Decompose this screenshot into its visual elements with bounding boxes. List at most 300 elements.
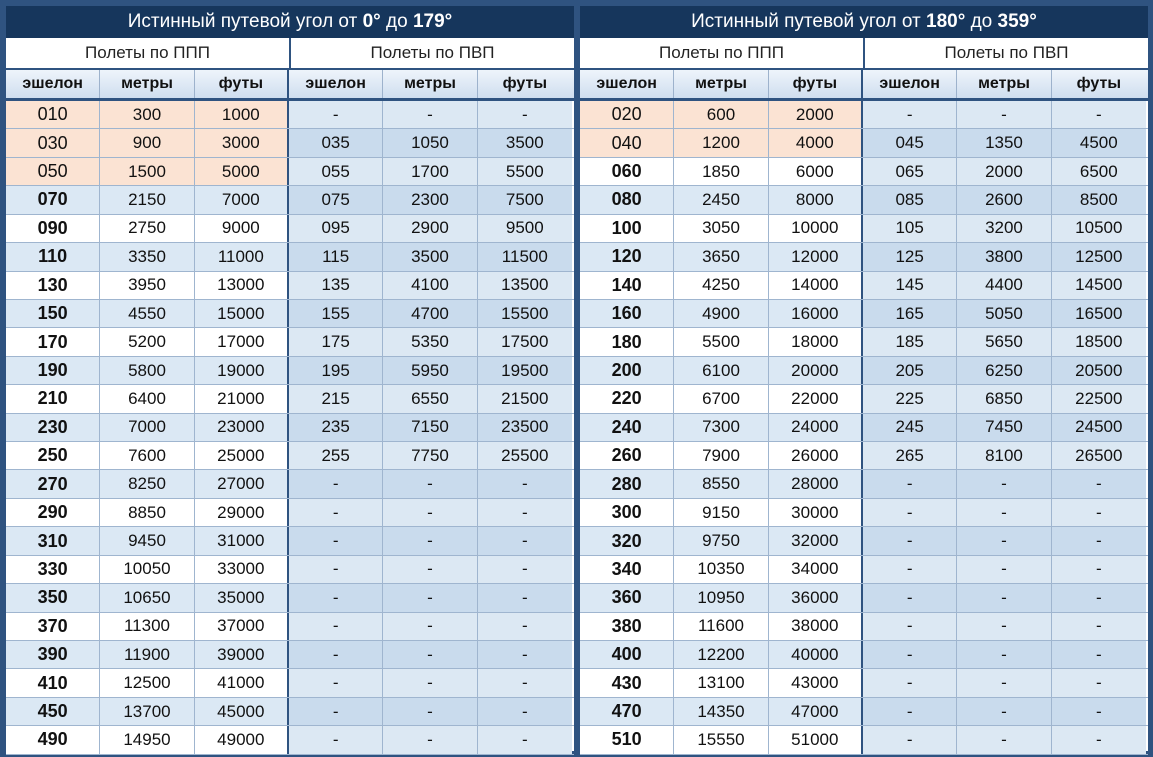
vfr-flight-level-cell: 065: [863, 158, 957, 185]
col-header: футы: [195, 70, 289, 98]
feet-cell: 32000: [769, 527, 863, 554]
vfr-feet-cell: 9500: [478, 215, 572, 242]
feet-cell: 2000: [769, 101, 863, 128]
title-from: 0°: [362, 11, 381, 32]
table-row: [580, 613, 1148, 641]
vfr-flight-level-cell: 195: [289, 357, 383, 384]
feet-cell: 7000: [195, 186, 289, 213]
vfr-meters-cell: 5950: [383, 357, 477, 384]
vfr-flight-level-cell: -: [289, 556, 383, 583]
flight-level-cell: 090: [6, 215, 100, 242]
vfr-meters-cell: 5050: [957, 300, 1051, 327]
table-row: [6, 584, 574, 612]
feet-cell: 8000: [769, 186, 863, 213]
vfr-flight-level-cell: 235: [289, 414, 383, 441]
feet-cell: 39000: [195, 641, 289, 668]
meters-cell: 600: [674, 101, 768, 128]
vfr-feet-cell: 7500: [478, 186, 572, 213]
feet-cell: 36000: [769, 584, 863, 611]
vfr-meters-cell: -: [383, 499, 477, 526]
feet-cell: 1000: [195, 101, 289, 128]
flight-level-cell: 100: [580, 215, 674, 242]
vfr-meters-cell: -: [957, 726, 1051, 753]
vfr-feet-cell: -: [478, 613, 572, 640]
vfr-flight-level-cell: 225: [863, 385, 957, 412]
vfr-flight-level-cell: 215: [289, 385, 383, 412]
vfr-feet-cell: -: [478, 470, 572, 497]
feet-cell: 31000: [195, 527, 289, 554]
meters-cell: 4900: [674, 300, 768, 327]
feet-cell: 13000: [195, 272, 289, 299]
vfr-meters-cell: 5650: [957, 328, 1051, 355]
table-row: [6, 215, 574, 243]
vfr-feet-cell: 25500: [478, 442, 572, 469]
vfr-meters-cell: 7450: [957, 414, 1051, 441]
meters-cell: 1850: [674, 158, 768, 185]
table-row: [6, 613, 574, 641]
flight-level-cell: 120: [580, 243, 674, 270]
vfr-feet-cell: -: [1052, 641, 1146, 668]
title-from: 180°: [926, 11, 966, 32]
vfr-feet-cell: -: [1052, 499, 1146, 526]
title-to: 179°: [412, 11, 453, 32]
vfr-flight-level-cell: 135: [289, 272, 383, 299]
vfr-flight-level-cell: -: [863, 556, 957, 583]
column-header-row: [6, 70, 574, 101]
vfr-feet-cell: 12500: [1052, 243, 1146, 270]
vfr-flight-level-cell: 055: [289, 158, 383, 185]
vfr-feet-cell: 3500: [478, 129, 572, 156]
flight-level-cell: 260: [580, 442, 674, 469]
column-header-row: [580, 70, 1148, 101]
table-row: [6, 470, 574, 498]
title-prefix: Истинный путевой угол от: [127, 11, 363, 32]
vfr-meters-cell: -: [957, 584, 1051, 611]
vfr-meters-cell: -: [383, 669, 477, 696]
vfr-feet-cell: 22500: [1052, 385, 1146, 412]
vfr-meters-cell: 1350: [957, 129, 1051, 156]
table-row: [6, 186, 574, 214]
meters-cell: 5200: [100, 328, 194, 355]
table-body: [6, 101, 574, 755]
table-row: [6, 243, 574, 271]
flight-level-cell: 390: [6, 641, 100, 668]
meters-cell: 10350: [674, 556, 768, 583]
table-row: [6, 328, 574, 356]
vfr-flight-level-cell: -: [289, 669, 383, 696]
vfr-flight-level-cell: 125: [863, 243, 957, 270]
table-row: [580, 328, 1148, 356]
vfr-meters-cell: -: [383, 584, 477, 611]
table-row: [6, 726, 574, 754]
flight-level-cell: 070: [6, 186, 100, 213]
vfr-feet-cell: -: [478, 556, 572, 583]
meters-cell: 10650: [100, 584, 194, 611]
vfr-feet-cell: 16500: [1052, 300, 1146, 327]
flight-level-cell: 240: [580, 414, 674, 441]
meters-cell: 13700: [100, 698, 194, 725]
vfr-meters-cell: -: [957, 556, 1051, 583]
meters-cell: 9150: [674, 499, 768, 526]
vfr-flight-level-cell: 175: [289, 328, 383, 355]
col-header: эшелон: [863, 70, 957, 98]
meters-cell: 6100: [674, 357, 768, 384]
meters-cell: 11300: [100, 613, 194, 640]
vfr-feet-cell: 18500: [1052, 328, 1146, 355]
feet-cell: 9000: [195, 215, 289, 242]
meters-cell: 900: [100, 129, 194, 156]
vfr-flight-level-cell: 085: [863, 186, 957, 213]
vfr-feet-cell: -: [478, 726, 572, 753]
table-row: [6, 698, 574, 726]
vfr-flight-level-cell: -: [863, 613, 957, 640]
vfr-feet-cell: -: [1052, 101, 1146, 128]
table-row: [6, 669, 574, 697]
flight-level-cell: 180: [580, 328, 674, 355]
feet-cell: 45000: [195, 698, 289, 725]
vfr-feet-cell: 13500: [478, 272, 572, 299]
vfr-feet-cell: 8500: [1052, 186, 1146, 213]
col-header: метры: [674, 70, 768, 98]
feet-cell: 18000: [769, 328, 863, 355]
table-row: [580, 726, 1148, 754]
table-row: [580, 186, 1148, 214]
vfr-flight-level-cell: 265: [863, 442, 957, 469]
meters-cell: 8850: [100, 499, 194, 526]
meters-cell: 10950: [674, 584, 768, 611]
flight-level-cell: 250: [6, 442, 100, 469]
vfr-flight-level-cell: 145: [863, 272, 957, 299]
vfr-meters-cell: -: [957, 470, 1051, 497]
vfr-feet-cell: -: [1052, 613, 1146, 640]
vfr-feet-cell: -: [478, 698, 572, 725]
flight-level-cell: 060: [580, 158, 674, 185]
flight-level-cell: 220: [580, 385, 674, 412]
vfr-feet-cell: 21500: [478, 385, 572, 412]
meters-cell: 3350: [100, 243, 194, 270]
vfr-flight-level-cell: 255: [289, 442, 383, 469]
table-row: [6, 442, 574, 470]
vfr-meters-cell: -: [383, 101, 477, 128]
vfr-meters-cell: 6550: [383, 385, 477, 412]
feet-cell: 26000: [769, 442, 863, 469]
vfr-meters-cell: -: [957, 527, 1051, 554]
title-prefix: Истинный путевой угол от: [691, 11, 926, 32]
flight-level-cell: 130: [6, 272, 100, 299]
table-row: [580, 129, 1148, 157]
meters-cell: 14350: [674, 698, 768, 725]
vfr-flight-level-cell: -: [863, 470, 957, 497]
meters-cell: 7600: [100, 442, 194, 469]
vfr-flight-level-cell: 045: [863, 129, 957, 156]
feet-cell: 25000: [195, 442, 289, 469]
vfr-meters-cell: -: [957, 641, 1051, 668]
table-row: [580, 641, 1148, 669]
meters-cell: 3050: [674, 215, 768, 242]
feet-cell: 38000: [769, 613, 863, 640]
meters-cell: 7000: [100, 414, 194, 441]
table-row: [580, 357, 1148, 385]
vfr-flight-level-cell: -: [863, 499, 957, 526]
table-row: [580, 470, 1148, 498]
meters-cell: 1200: [674, 129, 768, 156]
vfr-flight-level-cell: 115: [289, 243, 383, 270]
feet-cell: 30000: [769, 499, 863, 526]
vfr-flight-level-cell: -: [289, 698, 383, 725]
vfr-feet-cell: -: [1052, 470, 1146, 497]
vfr-feet-cell: -: [1052, 726, 1146, 753]
vfr-flight-level-cell: 035: [289, 129, 383, 156]
table-right: [580, 6, 1148, 751]
vfr-meters-cell: 4100: [383, 272, 477, 299]
feet-cell: 15000: [195, 300, 289, 327]
meters-cell: 5500: [674, 328, 768, 355]
feet-cell: 37000: [195, 613, 289, 640]
table-row: [6, 129, 574, 157]
vfr-meters-cell: -: [957, 613, 1051, 640]
table-row: [580, 442, 1148, 470]
feet-cell: 20000: [769, 357, 863, 384]
vfr-meters-cell: 2300: [383, 186, 477, 213]
table-row: [6, 385, 574, 413]
group-header-row: [580, 38, 1148, 70]
flight-level-cell: 510: [580, 726, 674, 753]
col-header: футы: [769, 70, 863, 98]
meters-cell: 8550: [674, 470, 768, 497]
table-row: [6, 158, 574, 186]
vfr-flight-level-cell: 075: [289, 186, 383, 213]
vfr-feet-cell: -: [1052, 556, 1146, 583]
flight-level-cell: 190: [6, 357, 100, 384]
feet-cell: 17000: [195, 328, 289, 355]
vfr-meters-cell: 4700: [383, 300, 477, 327]
flight-level-cell: 080: [580, 186, 674, 213]
feet-cell: 10000: [769, 215, 863, 242]
meters-cell: 2450: [674, 186, 768, 213]
table-row: [6, 357, 574, 385]
meters-cell: 9750: [674, 527, 768, 554]
vfr-feet-cell: -: [1052, 698, 1146, 725]
flight-level-cell: 340: [580, 556, 674, 583]
table-row: [6, 527, 574, 555]
vfr-meters-cell: -: [383, 698, 477, 725]
vfr-meters-cell: -: [957, 669, 1051, 696]
vfr-flight-level-cell: -: [863, 101, 957, 128]
col-header: эшелон: [580, 70, 674, 98]
vfr-feet-cell: -: [1052, 584, 1146, 611]
meters-cell: 7900: [674, 442, 768, 469]
table-row: [580, 414, 1148, 442]
feet-cell: 24000: [769, 414, 863, 441]
vfr-feet-cell: 17500: [478, 328, 572, 355]
feet-cell: 40000: [769, 641, 863, 668]
meters-cell: 5800: [100, 357, 194, 384]
vfr-flight-level-cell: 105: [863, 215, 957, 242]
vfr-meters-cell: -: [383, 613, 477, 640]
vfr-meters-cell: 2900: [383, 215, 477, 242]
vfr-meters-cell: -: [957, 499, 1051, 526]
col-header: метры: [100, 70, 194, 98]
flight-level-cell: 350: [6, 584, 100, 611]
flight-level-cell: 410: [6, 669, 100, 696]
table-row: [580, 300, 1148, 328]
flight-level-cell: 020: [580, 101, 674, 128]
table-row: [580, 158, 1148, 186]
vfr-meters-cell: 3200: [957, 215, 1051, 242]
vfr-feet-cell: 20500: [1052, 357, 1146, 384]
table-row: [580, 527, 1148, 555]
vfr-meters-cell: -: [383, 556, 477, 583]
flight-level-cell: 170: [6, 328, 100, 355]
vfr-meters-cell: 2600: [957, 186, 1051, 213]
vfr-feet-cell: 26500: [1052, 442, 1146, 469]
meters-cell: 12200: [674, 641, 768, 668]
flight-level-cell: 140: [580, 272, 674, 299]
feet-cell: 14000: [769, 272, 863, 299]
meters-cell: 4550: [100, 300, 194, 327]
vfr-flight-level-cell: -: [289, 641, 383, 668]
vfr-meters-cell: -: [383, 641, 477, 668]
vfr-feet-cell: 15500: [478, 300, 572, 327]
feet-cell: 29000: [195, 499, 289, 526]
meters-cell: 2150: [100, 186, 194, 213]
meters-cell: 10050: [100, 556, 194, 583]
table-row: [580, 584, 1148, 612]
flight-level-cell: 470: [580, 698, 674, 725]
meters-cell: 11900: [100, 641, 194, 668]
vfr-feet-cell: -: [478, 641, 572, 668]
flight-level-cell: 330: [6, 556, 100, 583]
vfr-meters-cell: -: [957, 698, 1051, 725]
feet-cell: 43000: [769, 669, 863, 696]
vfr-flight-level-cell: -: [289, 470, 383, 497]
table-body: [580, 101, 1148, 755]
vfr-flight-level-cell: 185: [863, 328, 957, 355]
vfr-meters-cell: 7750: [383, 442, 477, 469]
vfr-meters-cell: 1700: [383, 158, 477, 185]
vfr-meters-cell: 2000: [957, 158, 1051, 185]
meters-cell: 1500: [100, 158, 194, 185]
vfr-feet-cell: 4500: [1052, 129, 1146, 156]
feet-cell: 51000: [769, 726, 863, 753]
flight-level-cell: 150: [6, 300, 100, 327]
vfr-flight-level-cell: 165: [863, 300, 957, 327]
title-mid: до: [380, 11, 413, 32]
vfr-feet-cell: 14500: [1052, 272, 1146, 299]
vfr-feet-cell: -: [1052, 669, 1146, 696]
feet-cell: 19000: [195, 357, 289, 384]
feet-cell: 47000: [769, 698, 863, 725]
feet-cell: 23000: [195, 414, 289, 441]
flight-level-cell: 360: [580, 584, 674, 611]
col-header: футы: [502, 75, 547, 92]
feet-cell: 27000: [195, 470, 289, 497]
flight-level-cell: 050: [6, 158, 100, 185]
group-vfr: Полеты по ПВП: [291, 38, 574, 68]
meters-cell: 12500: [100, 669, 194, 696]
table-left: [6, 6, 574, 751]
vfr-flight-level-cell: -: [863, 669, 957, 696]
flight-level-cell: 300: [580, 499, 674, 526]
feet-cell: 22000: [769, 385, 863, 412]
meters-cell: 7300: [674, 414, 768, 441]
group-ifr: Полеты по ППП: [6, 38, 291, 68]
table-row: [580, 215, 1148, 243]
table-row: [580, 669, 1148, 697]
meters-cell: 15550: [674, 726, 768, 753]
feet-cell: 34000: [769, 556, 863, 583]
vfr-feet-cell: -: [478, 584, 572, 611]
meters-cell: 11600: [674, 613, 768, 640]
group-ifr: Полеты по ППП: [580, 38, 865, 68]
vfr-flight-level-cell: 245: [863, 414, 957, 441]
flight-level-cell: 280: [580, 470, 674, 497]
title-to: 359°: [997, 11, 1037, 32]
meters-cell: 14950: [100, 726, 194, 753]
vfr-flight-level-cell: -: [289, 527, 383, 554]
flight-level-cell: 450: [6, 698, 100, 725]
flight-level-cell: 270: [6, 470, 100, 497]
flight-level-cell: 320: [580, 527, 674, 554]
meters-cell: 3650: [674, 243, 768, 270]
vfr-feet-cell: 11500: [478, 243, 572, 270]
feet-cell: 11000: [195, 243, 289, 270]
flight-level-cell: 040: [580, 129, 674, 156]
group-header-row: [6, 38, 574, 70]
vfr-flight-level-cell: -: [289, 101, 383, 128]
vfr-flight-level-cell: 205: [863, 357, 957, 384]
meters-cell: 6700: [674, 385, 768, 412]
meters-cell: 2750: [100, 215, 194, 242]
feet-cell: 6000: [769, 158, 863, 185]
feet-cell: 3000: [195, 129, 289, 156]
table-row: [6, 101, 574, 129]
vfr-flight-level-cell: -: [289, 584, 383, 611]
table-row: [6, 300, 574, 328]
vfr-flight-level-cell: -: [289, 726, 383, 753]
vfr-meters-cell: 5350: [383, 328, 477, 355]
feet-cell: 28000: [769, 470, 863, 497]
table-row: [580, 385, 1148, 413]
flight-level-cell: 310: [6, 527, 100, 554]
meters-cell: 300: [100, 101, 194, 128]
flight-level-cell: 160: [580, 300, 674, 327]
vfr-flight-level-cell: -: [863, 726, 957, 753]
flight-level-cell: 370: [6, 613, 100, 640]
flight-level-cell: 380: [580, 613, 674, 640]
meters-cell: 4250: [674, 272, 768, 299]
vfr-meters-cell: 8100: [957, 442, 1051, 469]
vfr-feet-cell: 19500: [478, 357, 572, 384]
col-header: метры: [957, 70, 1051, 98]
table-row: [6, 556, 574, 584]
flight-level-cell: 200: [580, 357, 674, 384]
table-row: [580, 556, 1148, 584]
feet-cell: 33000: [195, 556, 289, 583]
col-header: метры: [383, 70, 477, 98]
vfr-flight-level-cell: -: [863, 584, 957, 611]
meters-cell: 13100: [674, 669, 768, 696]
vfr-flight-level-cell: -: [289, 613, 383, 640]
table-row: [580, 243, 1148, 271]
col-header: эшелон: [6, 70, 100, 98]
flight-level-cell: 030: [6, 129, 100, 156]
flight-level-cell: 490: [6, 726, 100, 753]
table-title: [580, 6, 1148, 38]
vfr-flight-level-cell: -: [863, 641, 957, 668]
vfr-flight-level-cell: -: [863, 698, 957, 725]
flight-level-cell: 010: [6, 101, 100, 128]
